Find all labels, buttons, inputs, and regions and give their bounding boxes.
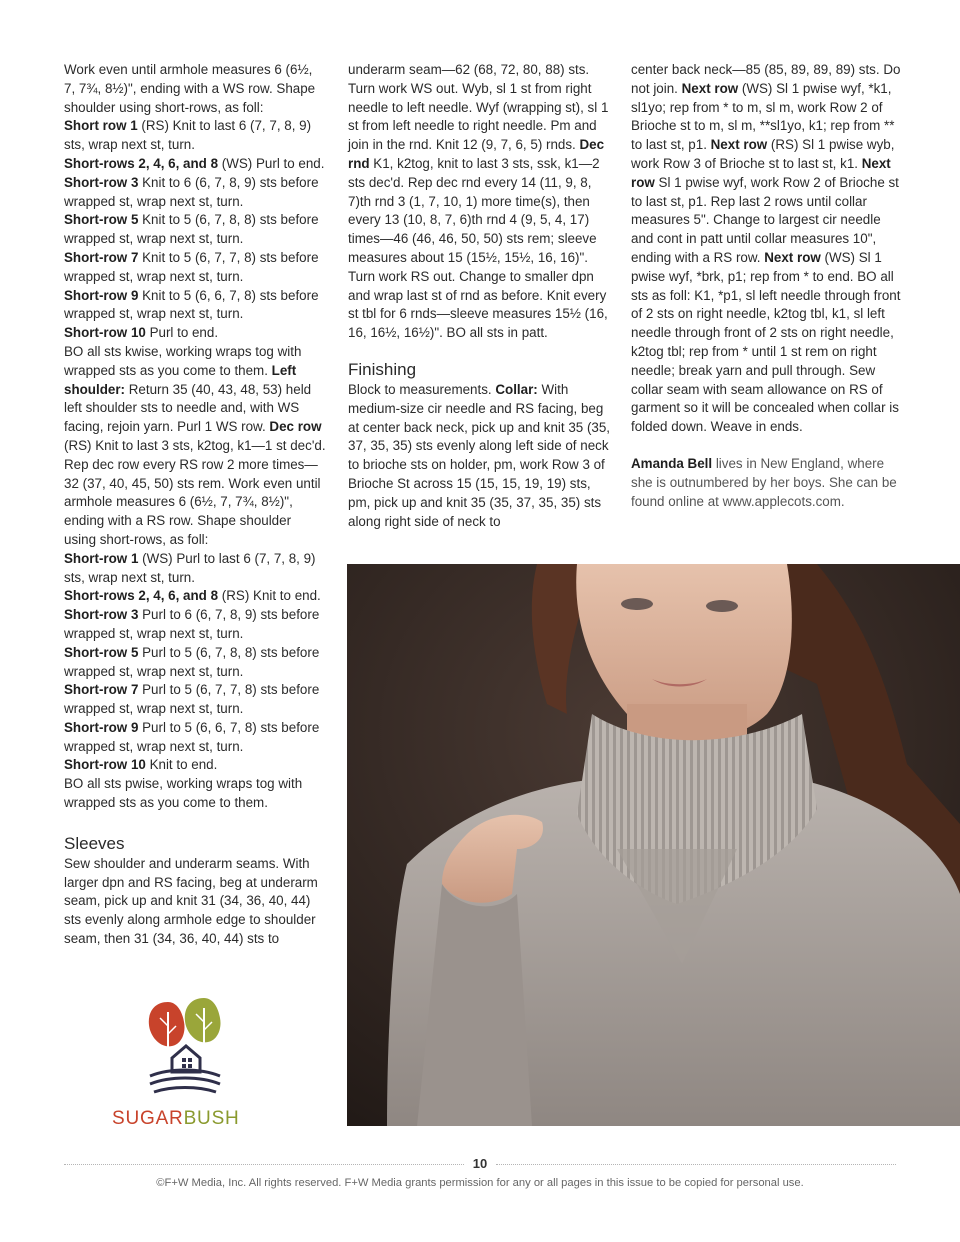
instruction-line xyxy=(64,644,326,682)
instruction-line xyxy=(64,117,326,155)
row-text: (RS) Knit to end. xyxy=(218,588,321,604)
row-label: Short row 1 xyxy=(64,118,138,134)
collar-text: (RS) Sl 1 pwise wyb, work Row 3 of Brioche st to last st, k1. xyxy=(631,137,895,171)
bind-off-paragraph: BO all sts pwise, working wraps tog with wrapped sts as you come to them. xyxy=(64,776,303,811)
instruction-line xyxy=(64,719,326,757)
row-text: Purl to end. xyxy=(145,325,219,341)
row-label: Next row xyxy=(710,137,768,153)
left-shoulder-text: Return 35 (40, 43, 48, 53) held left shoulder sts to needle and, with WS facing, rejoin yarn. Purl 1 WS row. xyxy=(64,381,312,435)
row-label: Short-row 7 xyxy=(64,682,139,698)
instruction-line xyxy=(64,174,326,212)
logo-wordmark: SUGARBUSH xyxy=(112,1108,240,1129)
row-text: Purl to 5 (6, 7, 8, 8) sts before wrapped st, wrap next st, turn. xyxy=(64,644,320,679)
footer-divider xyxy=(496,1164,896,1165)
instruction-line xyxy=(64,211,326,249)
instruction-line xyxy=(64,155,326,174)
row-text: Knit to end. xyxy=(145,757,218,773)
row-text: (WS) Purl to end. xyxy=(218,155,325,171)
row-text: Purl to 5 (6, 7, 7, 8) sts before wrapped st, wrap next st, turn. xyxy=(64,682,320,717)
instruction-line xyxy=(64,756,326,775)
row-label: Short-row 10 xyxy=(64,757,146,773)
instruction-line xyxy=(64,249,326,287)
finishing-text: Block to measurements. xyxy=(348,381,496,397)
instruction-line xyxy=(64,606,326,644)
tree-icon xyxy=(185,998,221,1056)
row-label: Short-row 7 xyxy=(64,249,139,265)
row-label: Next row xyxy=(764,249,821,265)
sleeves-paragraph: Sew shoulder and underarm seams. With larger dpn and RS facing, beg at underarm seam, pick up and knit 31 (34, 36, 40, 44) sts evenly along armhole edge to shoulder seam, then 31 (34, 36, 40, 44) sts to xyxy=(64,855,318,947)
dec-row-text: (RS) Knit to last 3 sts, k2tog, k1—1 st dec'd. Rep dec row every RS row 2 more times—32 (37, 40, 45, 50) sts rem. Work even until armhole measures 6 (6½, 7, 7¾, 8½)", ending with a RS row. Shape shoulder using short-rows, as foll: xyxy=(64,437,326,547)
text-column-2 xyxy=(348,61,614,531)
row-text: (WS) Purl to last 6 (7, 7, 8, 9) sts, wrap next st, turn. xyxy=(64,550,316,585)
instruction-line xyxy=(64,550,326,588)
row-label: Dec rnd xyxy=(348,137,605,171)
bind-off-text: BO all sts kwise, working wraps tog with wrapped sts as you come to them. xyxy=(64,343,302,378)
collar-text: (WS) Sl 1 pwise wyf, *k1, sl1yo; rep from * to m, sl m, work Row 2 of Brioche st to m, sl m, **sl1yo, k1; rep from ** to last st, p1. xyxy=(631,80,895,153)
house-icon xyxy=(172,1046,200,1072)
row-text: Knit to 6 (6, 7, 8, 9) sts before wrapped st, wrap next st, turn. xyxy=(64,174,319,209)
footer-divider xyxy=(64,1164,464,1165)
instruction-line xyxy=(64,681,326,719)
row-label: Short-row 10 xyxy=(64,325,146,341)
row-text: (RS) Knit to last 6 (7, 7, 8, 9) sts, wrap next st, turn. xyxy=(64,118,312,153)
row-label: Short-row 1 xyxy=(64,550,139,566)
bio-text: lives in New England, where she is outnumbered by her boys. She can be found online at www.applecots.com. xyxy=(631,455,897,509)
shoulder-intro: Work even until armhole measures 6 (6½, 7, 7¾, 8½)", ending with a WS row. Shape shoulder using short-rows, as foll: xyxy=(64,62,316,115)
sleeve-paragraph xyxy=(348,61,614,343)
row-label: Short-row 9 xyxy=(64,287,139,303)
row-label: Dec row xyxy=(269,419,322,435)
sleeves-heading: Sleeves xyxy=(64,833,125,853)
row-text: Knit to 5 (6, 6, 7, 8) sts before wrapped st, wrap next st, turn. xyxy=(64,287,319,322)
collar-paragraph xyxy=(631,61,901,437)
finishing-paragraph xyxy=(348,381,614,531)
designer-bio xyxy=(631,455,901,511)
row-text: Purl to 5 (6, 6, 7, 8) sts before wrapped st, wrap next st, turn. xyxy=(64,719,320,754)
copyright-notice: ©F+W Media, Inc. All rights reserved. F+W Media grants permission for any or all pages in this issue to be copied for personal use. xyxy=(156,1177,804,1189)
row-label: Short-row 5 xyxy=(64,644,139,660)
sugarbush-logo xyxy=(110,996,260,1131)
model-photo xyxy=(347,564,960,1126)
row-label: Short-rows 2, 4, 6, and 8 xyxy=(64,155,219,171)
row-label: Next row xyxy=(631,155,891,190)
row-label: Short-row 9 xyxy=(64,719,139,735)
instruction-line xyxy=(64,287,326,325)
row-label: Short-row 3 xyxy=(64,607,139,623)
row-label: Short-row 5 xyxy=(64,212,139,228)
collar-text: (WS) Sl 1 pwise wyf, *brk, p1; rep from * to end. BO all sts as foll: K1, *p1, sl left needle through front of 2 sts on right needle, k2tog tbl, k1, sl left needle through front of 2 sts on right needle, k2tog tbl; rep from * until 1 st rem on right needle; break yarn and pull through. Sew collar seam with seam allowance on RS of garment so it will be concealed when collar is folded down. Weave in ends. xyxy=(631,249,901,435)
row-label: Short-row 3 xyxy=(64,174,139,190)
dec-rnd-text: K1, k2tog, knit to last 3 sts, ssk, k1—2 sts dec'd. Rep dec rnd every 14 (11, 9, 8, 7)th rnd 3 (1, 7, 10, 1) more time(s), then every 13 (10, 8, 7, 6)th rnd 4 (9, 5, 4, 17) times—46 (46, 46, 50, 50) sts rem; sleeve measures about 15 (15½, 15½, 16, 16)". Turn work RS out. Change to smaller dpn and wrap last st of rnd as before. Knit every st tbl for 6 rnds—sleeve measures 15½ (16, 16, 16½, 16½)". BO all sts in patt. xyxy=(348,155,608,341)
row-text: Purl to 6 (6, 7, 8, 9) sts before wrapped st, wrap next st, turn. xyxy=(64,607,320,641)
row-label: Next row xyxy=(681,80,739,96)
collar-text: With medium-size cir needle and RS facing, beg at center back neck, pick up and knit 35 (35, 37, 35, 35) sts evenly along left side of neck to brioche sts on holder, pm, work Row 3 of Brioche St across 15 (15, 15, 19, 19) sts, pm, pick up and knit 35 (35, 37, 35, 35) sts along right side of neck to xyxy=(348,381,611,529)
row-text: Knit to 5 (6, 7, 8, 8) sts before wrapped st, wrap next st, turn. xyxy=(64,212,319,247)
text-column-1 xyxy=(64,61,326,949)
finishing-heading: Finishing xyxy=(348,359,417,379)
page-number: 10 xyxy=(472,1156,488,1171)
left-shoulder-paragraph xyxy=(64,343,326,550)
section-label: Collar: xyxy=(495,381,538,397)
tree-icon xyxy=(149,1002,185,1058)
sleeve-text: underarm seam—62 (68, 72, 80, 88) sts. Turn work WS out. Wyb, sl 1 st from right needle to left needle. Wyf (wrapping st), sl 1 st from left needle to right needle. Pm and join in the rnd. Knit 12 (9, 7, 6, 5) rnds. xyxy=(348,62,609,153)
text-column-3 xyxy=(631,61,901,511)
collar-text: Sl 1 pwise wyf, work Row 2 of Brioche st to last st, p1. Rep last 2 rows until collar measures 5". Change to largest cir needle and cont in patt until collar measures 10", ending with a RS row. xyxy=(631,174,899,265)
instruction-line xyxy=(64,587,326,606)
instruction-line xyxy=(64,324,326,343)
designer-name: Amanda Bell xyxy=(631,455,713,471)
collar-text: center back neck—85 (85, 89, 89, 89) sts. Do not join. xyxy=(631,62,901,96)
section-label: Left shoulder: xyxy=(64,362,297,397)
row-text: Knit to 5 (6, 7, 7, 8) sts before wrapped st, wrap next st, turn. xyxy=(64,249,319,284)
row-label: Short-rows 2, 4, 6, and 8 xyxy=(64,588,219,604)
